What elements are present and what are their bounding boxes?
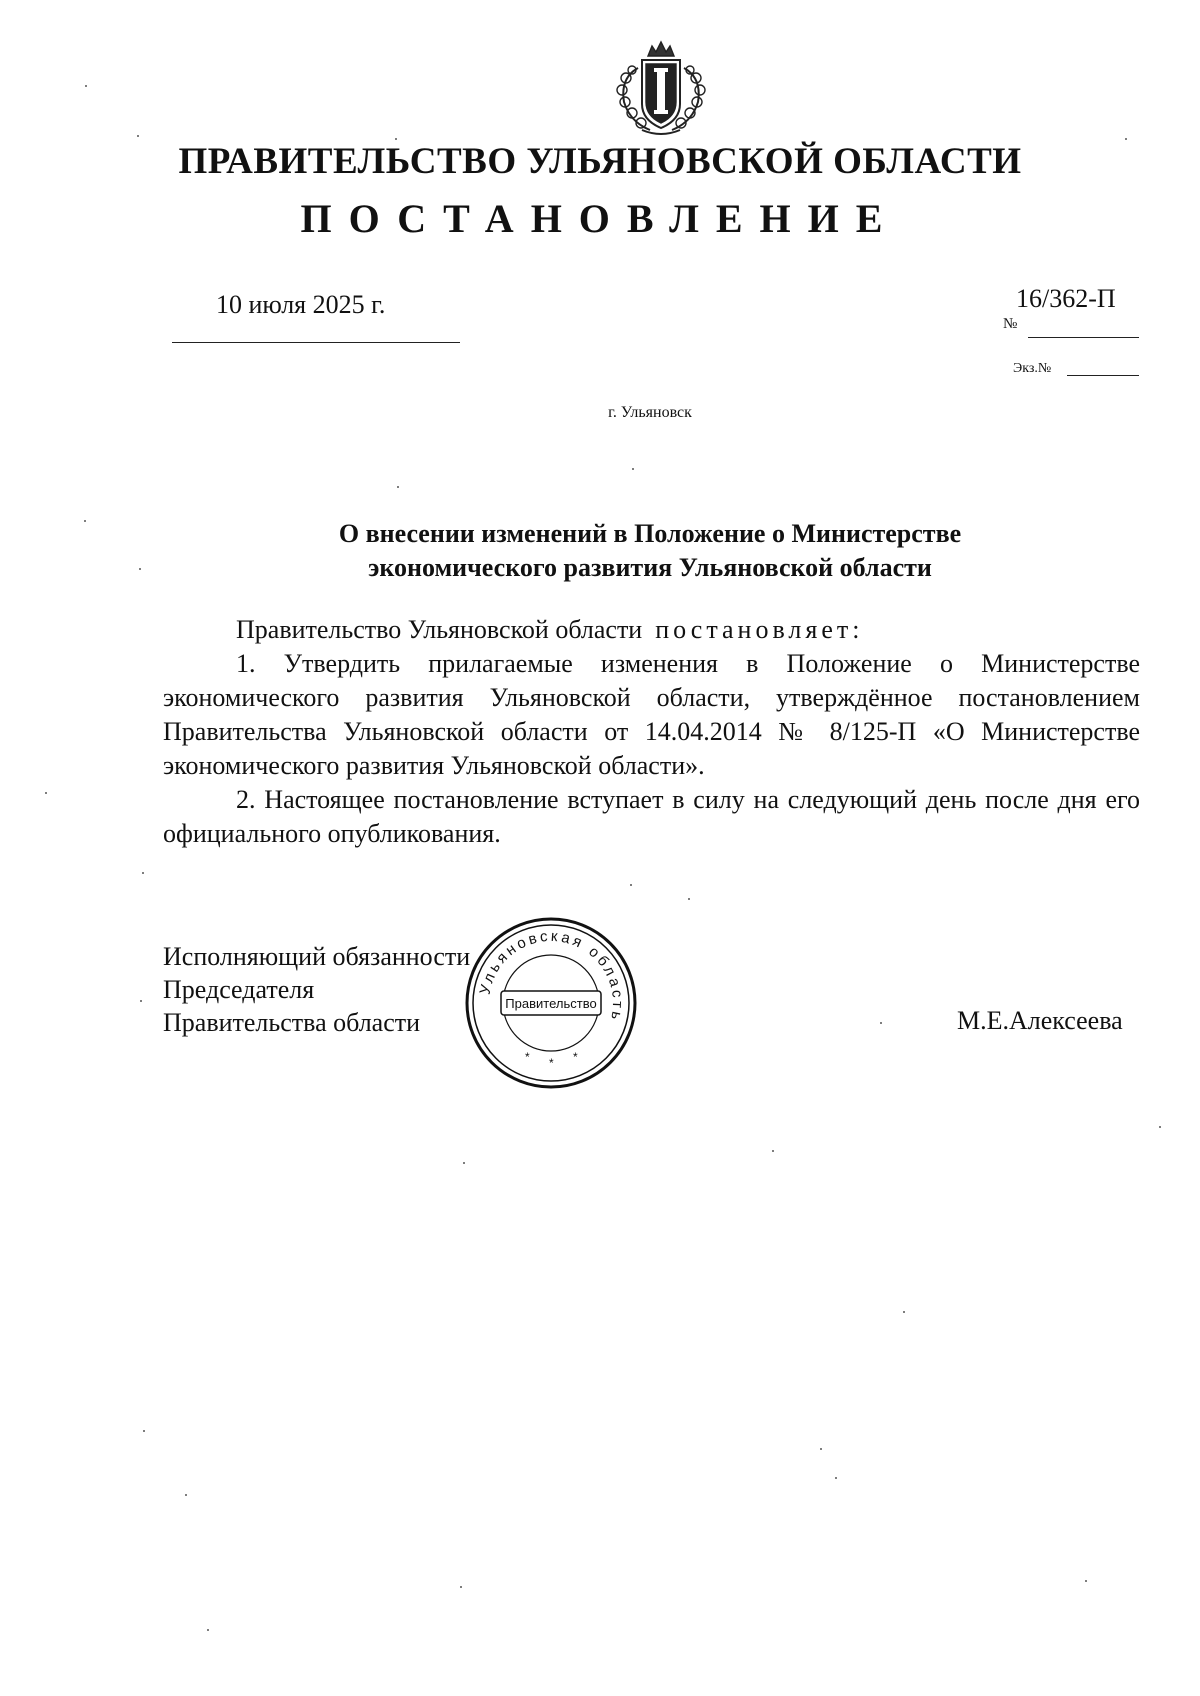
number-label: № xyxy=(1003,316,1018,332)
scan-speck xyxy=(1125,138,1127,140)
scan-speck xyxy=(1085,1580,1087,1582)
scan-speck xyxy=(139,568,141,570)
svg-text:*: * xyxy=(549,1056,554,1070)
date-underline xyxy=(172,342,460,343)
scan-speck xyxy=(395,138,397,140)
coat-of-arms-emblem xyxy=(606,38,716,138)
document-number: 16/362-П xyxy=(1016,284,1116,313)
document-subject xyxy=(150,517,1150,585)
scan-speck xyxy=(835,1477,837,1479)
number-underline xyxy=(1028,337,1139,338)
svg-text:*: * xyxy=(525,1050,530,1064)
scan-speck xyxy=(903,1311,905,1313)
scan-speck xyxy=(688,898,690,900)
subject-line-2: экономического развития Ульяновской области xyxy=(368,553,932,582)
scan-speck xyxy=(772,1150,774,1152)
copy-number-underline xyxy=(1067,375,1139,376)
government-title: ПРАВИТЕЛЬСТВО УЛЬЯНОВСКОЙ ОБЛАСТИ xyxy=(178,141,1022,182)
document-type-title: ПОСТАНОВЛЕНИЕ xyxy=(300,196,900,241)
subject-line-1: О внесении изменений в Положение о Министерстве xyxy=(338,519,962,548)
scan-speck xyxy=(85,85,87,87)
scan-speck xyxy=(185,1494,187,1496)
signature-line-2: Председателя xyxy=(163,975,315,1004)
scan-speck xyxy=(137,135,139,137)
item-1-paragraph: 1. Утвердить прилагаемые изменения в Положение о Министерстве экономического развития Ульяновской области, утверждённое постановлением Правительства Ульяновской области от 14.04.2014 № 8/125-П «О Министерстве экономического развития Ульяновской области». xyxy=(163,649,1140,780)
document-date: 10 июля 2025 г. xyxy=(216,290,386,319)
scan-speck xyxy=(1159,1126,1161,1128)
scan-speck xyxy=(632,468,634,470)
copy-number-label: Экз.№ xyxy=(1013,361,1052,376)
scan-speck xyxy=(140,1000,142,1002)
intro-verb: постановляет: xyxy=(655,615,864,644)
svg-text:*: * xyxy=(573,1050,578,1064)
scan-speck xyxy=(45,792,47,794)
scan-speck xyxy=(460,1586,462,1588)
document-body xyxy=(163,613,1140,851)
scan-speck xyxy=(880,1022,882,1024)
item-2-paragraph: 2. Настоящее постановление вступает в силу на следующий день после дня его официального опубликования. xyxy=(163,785,1140,848)
seal-ring-text: Ульяновская область xyxy=(476,927,627,1025)
signer-name: М.Е.Алексеева xyxy=(957,1006,1123,1035)
seal-center-text: Правительство xyxy=(505,996,597,1011)
scan-speck xyxy=(207,1629,209,1631)
intro-subject: Правительство Ульяновской области xyxy=(236,615,643,644)
signature-block xyxy=(163,940,470,1039)
scan-speck xyxy=(143,1430,145,1432)
official-seal xyxy=(463,915,639,1091)
signature-line-1: Исполняющий обязанности xyxy=(163,942,471,971)
signature-line-3: Правительства области xyxy=(163,1008,421,1037)
scan-speck xyxy=(84,520,86,522)
scan-speck xyxy=(820,1448,822,1450)
city-name: г. Ульяновск xyxy=(608,404,692,421)
scan-speck xyxy=(630,884,632,886)
scan-speck xyxy=(397,486,399,488)
intro-paragraph xyxy=(163,613,1140,647)
scan-speck xyxy=(463,1162,465,1164)
scan-speck xyxy=(142,872,144,874)
